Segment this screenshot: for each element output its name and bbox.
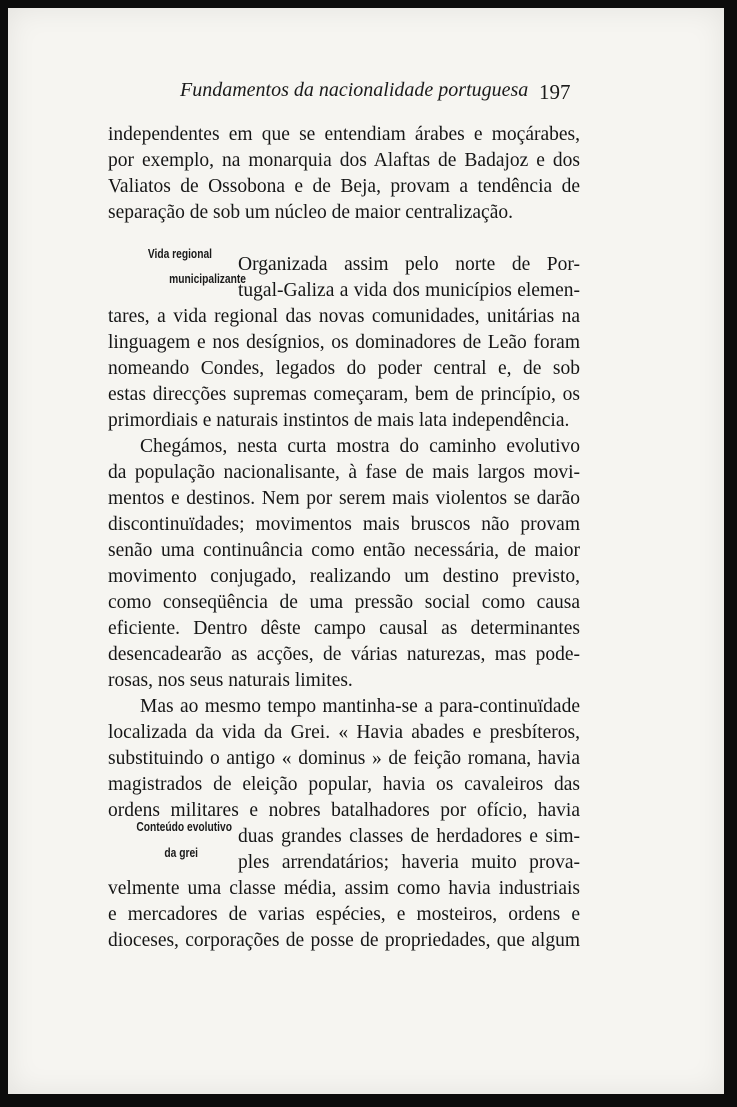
text-line: ples arrendatários; haveria muito prova- bbox=[238, 852, 580, 873]
text-line: rosas, nos seus naturais limites. bbox=[108, 670, 353, 691]
text-line: magistrados de eleição popular, havia os cavaleiros das bbox=[108, 774, 580, 795]
text-line: dioceses, corporações de posse de propriedades, que algum bbox=[108, 930, 580, 951]
margin-note-conteudo-1: Conteúdo evolutivo bbox=[136, 820, 232, 834]
margin-note-vida-regional-1: Vida regional bbox=[147, 247, 212, 261]
text-line: por exemplo, na monarquia dos Alaftas de Badajoz e dos bbox=[108, 150, 580, 171]
text-line: eficiente. Dentro dêste campo causal as determinantes bbox=[108, 618, 580, 639]
text-line: movimento conjugado, realizando um destino previsto, bbox=[108, 566, 580, 587]
text-line: discontinuïdades; movimentos mais bruscos não provam bbox=[108, 514, 580, 535]
text-line: tares, a vida regional das novas comunidades, unitárias na bbox=[108, 306, 580, 327]
text-line: substituindo o antigo « dominus » de feição romana, havia bbox=[108, 748, 580, 769]
text-line: ordens militares e nobres batalhadores por ofício, havia bbox=[108, 800, 580, 821]
margin-note-conteudo-2: da grei bbox=[164, 846, 198, 860]
text-line: separação de sob um núcleo de maior centralização. bbox=[108, 202, 513, 223]
text-line: Organizada assim pelo norte de Por- bbox=[238, 254, 580, 275]
running-title: Fundamentos da nacionalidade portuguesa bbox=[180, 79, 529, 101]
text-line: primordiais e naturais instintos de mais lata independência. bbox=[108, 410, 570, 431]
text-line: Mas ao mesmo tempo mantinha-se a para-continuïdade bbox=[140, 696, 580, 717]
text-line: desencadearão as acções, de várias naturezas, mas pode- bbox=[108, 644, 580, 665]
margin-note-vida-regional-2: municipalizante bbox=[169, 272, 246, 286]
text-line: localizada da vida da Grei. « Havia abades e presbíteros, bbox=[108, 722, 580, 743]
text-line: mentos e destinos. Nem por serem mais violentos se darão bbox=[108, 488, 580, 509]
text-line: nomeando Condes, legados do poder central e, de sob bbox=[108, 358, 580, 379]
text-line: Valiatos de Ossobona e de Beja, provam a tendência de bbox=[108, 176, 580, 197]
text-line: linguagem e nos desígnios, os dominadores de Leão foram bbox=[108, 332, 580, 353]
text-line: velmente uma classe média, assim como havia industriais bbox=[108, 878, 580, 899]
book-page bbox=[8, 8, 724, 1094]
text-line: duas grandes classes de herdadores e sim- bbox=[238, 826, 580, 847]
text-line: Chegámos, nesta curta mostra do caminho evolutivo bbox=[140, 436, 580, 457]
text-line: e mercadores de varias espécies, e mosteiros, ordens e bbox=[108, 904, 580, 925]
text-line: tugal-Galiza a vida dos municípios elemen- bbox=[238, 280, 580, 301]
text-line: da população nacionalisante, à fase de mais largos movi- bbox=[108, 462, 580, 483]
text-line: como conseqüência de uma pressão social como causa bbox=[108, 592, 580, 613]
page-number: 197 bbox=[539, 80, 571, 104]
text-line: independentes em que se entendiam árabes e moçárabes, bbox=[108, 124, 580, 145]
text-line: senão uma continuância como então necessária, de maior bbox=[108, 540, 580, 561]
text-line: estas direcções supremas começaram, bem de princípio, os bbox=[108, 384, 580, 405]
